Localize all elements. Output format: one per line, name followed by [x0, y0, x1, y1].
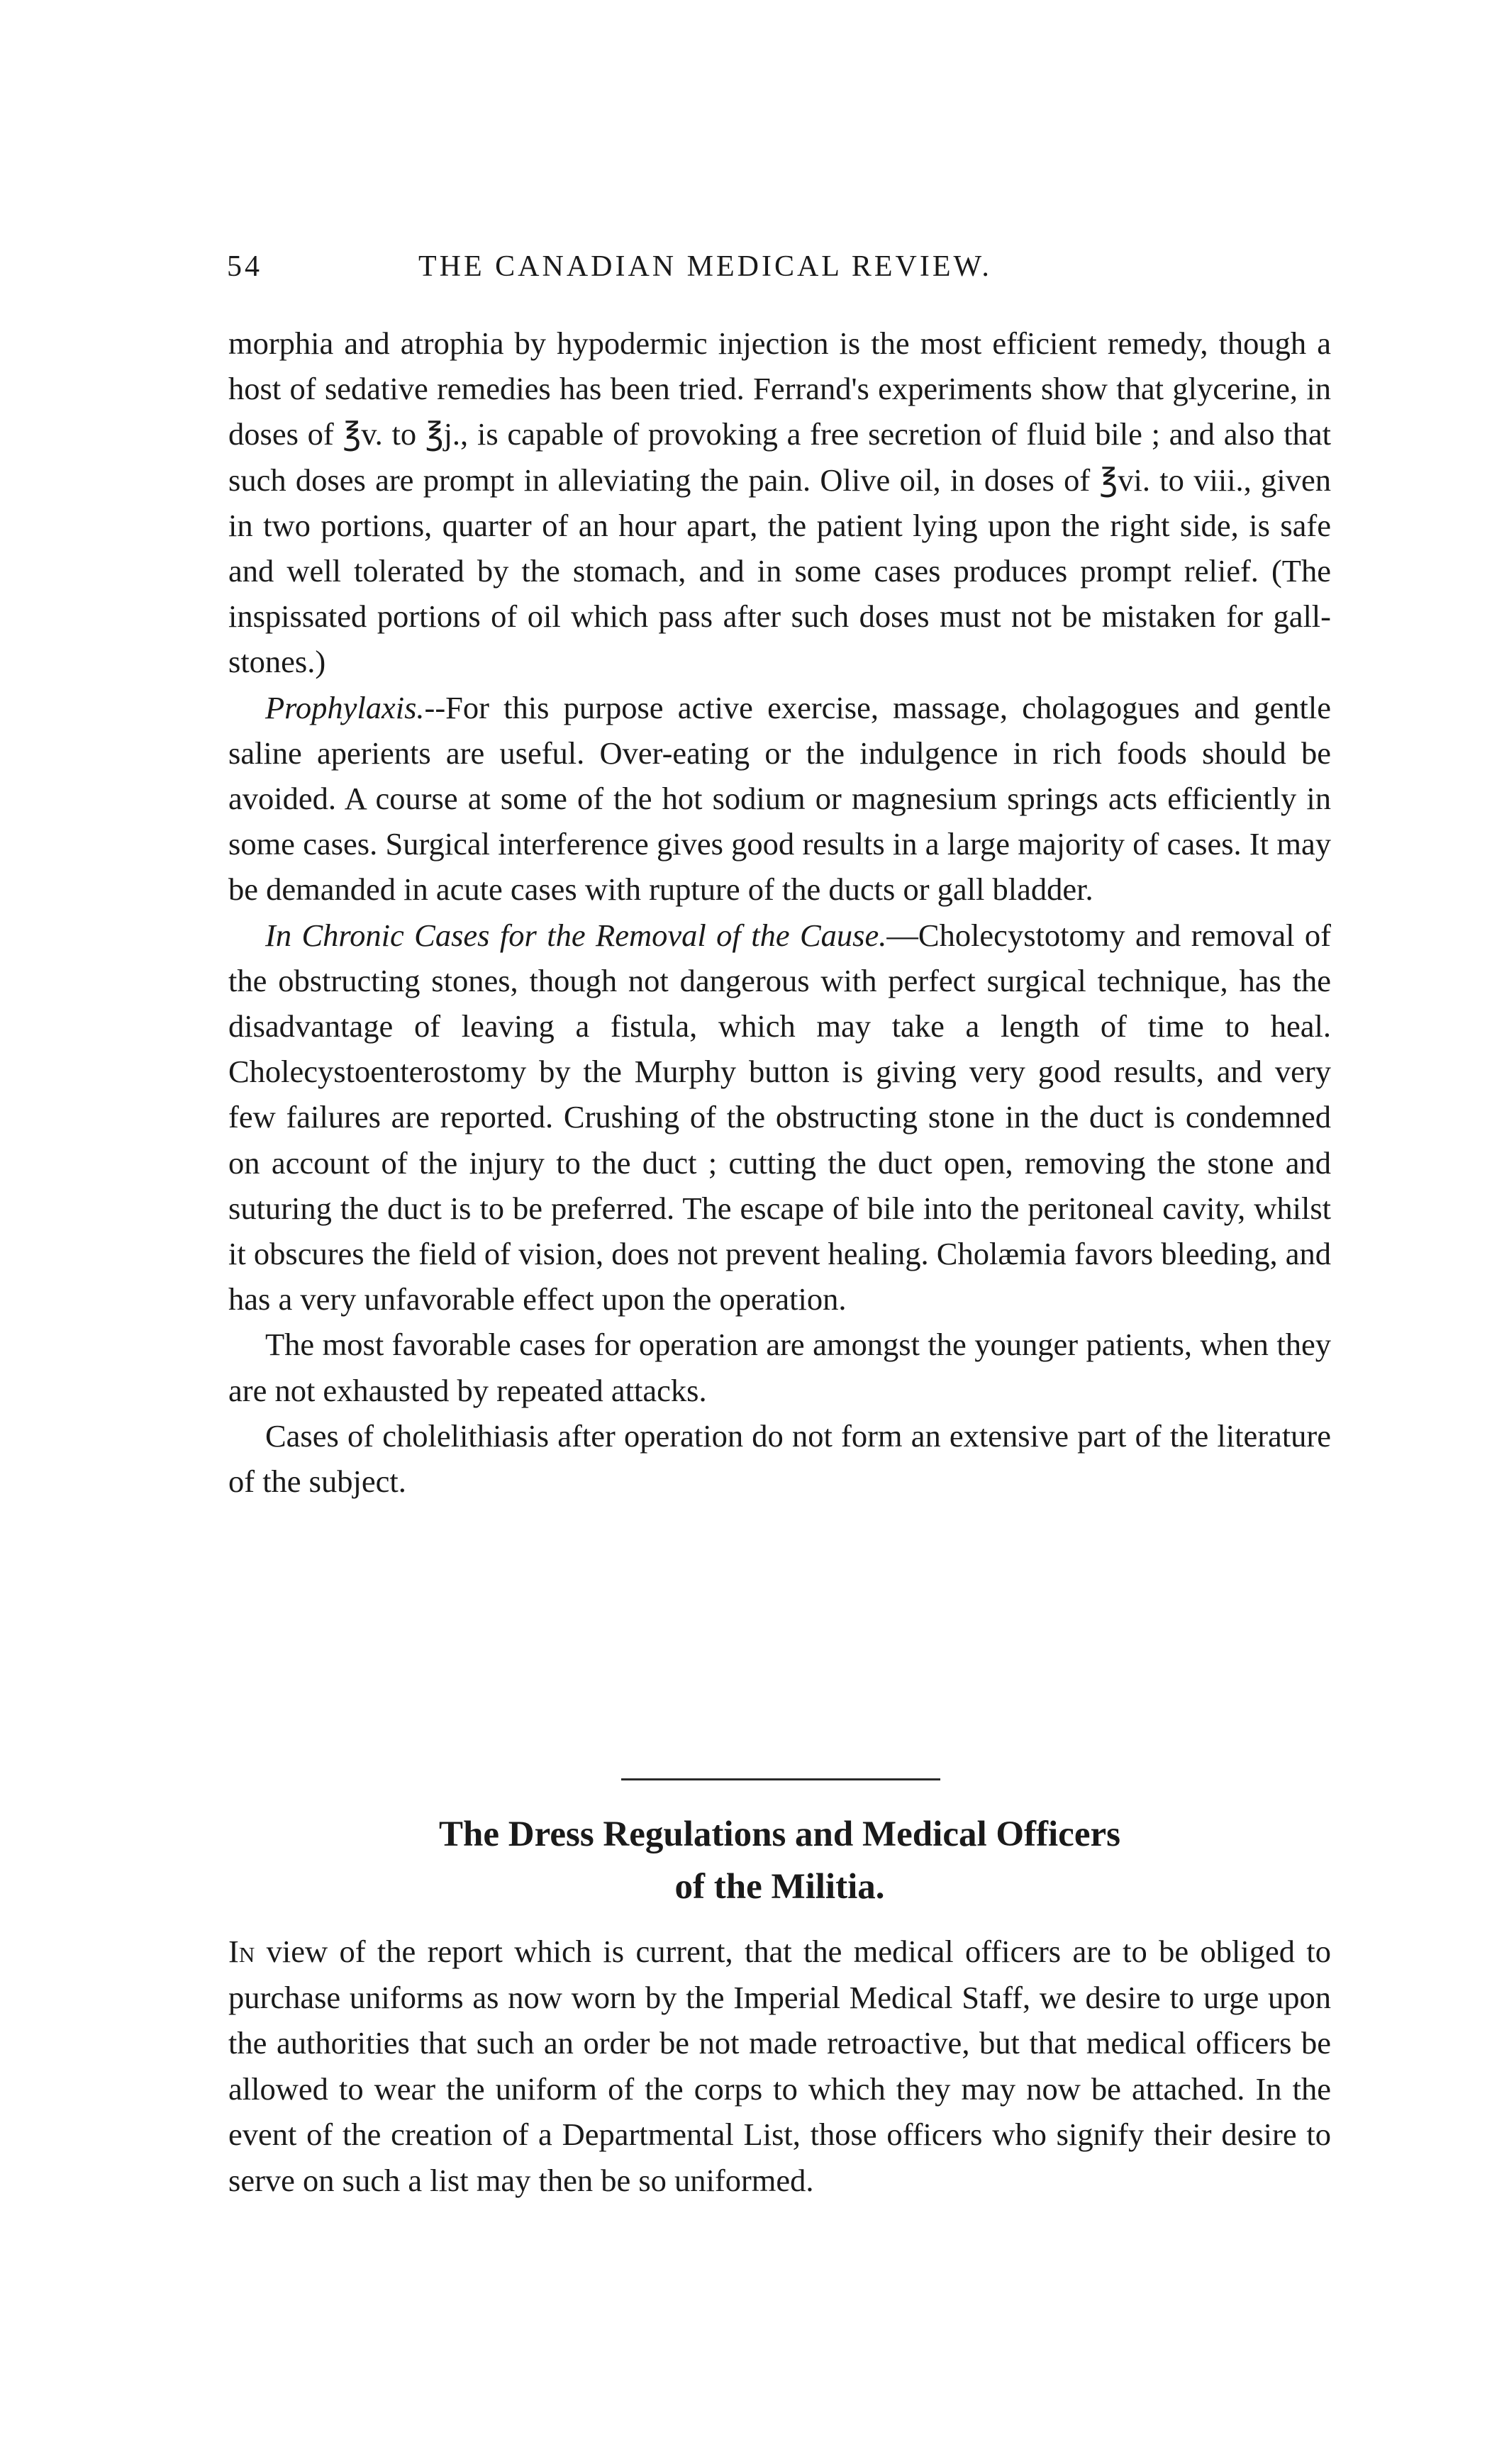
- prophylaxis-heading: Prophylaxis.: [265, 689, 425, 725]
- article-title-line-1: The Dress Regulations and Medical Officers: [439, 1814, 1120, 1854]
- prophylaxis-text: --For this purpose active exercise, massage, cholagogues and gentle saline aperients are useful. Over-eating or the indulgence in rich foods should be avoided. A course at some of the hot sodium or magnesium springs acts efficiently in some cases. Surgical interference gives good results in a large majority of cases. It may be demanded in acute cases with rupture of the ducts or gall bladder.: [228, 689, 1331, 908]
- paragraph-treatment: morphia and atrophia by hypodermic injection is the most efficient remedy, though a host of sedative remedies has been tried. Ferrand's experiments show that glycerine, in doses of ℥v. to ℥j., is capable of provoking a free secretion of fluid bile ; and also that such doses are prompt in alleviating the pain. Olive oil, in doses of ℥vi. to viii., given in two portions, quarter of an hour apart, the patient lying upon the right side, is safe and well tolerated by the stomach, and in some cases produces prompt relief. (The inspissated portions of oil which pass after such doses must not be mistaken for gall-stones.): [228, 325, 1331, 680]
- article-title-line-2: of the Militia.: [674, 1867, 885, 1907]
- page-number: 54: [227, 250, 262, 283]
- article-body-text: view of the report which is current, that the medical officers are to be obliged to purchase uniforms as now worn by the Imperial Medical Staff, we desire to urge upon the authorities that such an order be not made retroactive, but that medical officers be allowed to wear the uniform of the corps to which they may now be attached. In the event of the creation of a Departmental List, those officers who signify their desire to serve on such a list may then be so uniformed.: [228, 1934, 1331, 2198]
- article-paragraph: [228, 1929, 1331, 2203]
- paragraph-favorable-cases: The most favorable cases for operation are amongst the younger patients, when they are not exhausted by repeated attacks.: [228, 1327, 1331, 1408]
- running-title: THE CANADIAN MEDICAL REVIEW.: [418, 250, 992, 283]
- chronic-cases-text: —Cholecystotomy and removal of the obstructing stones, though not dangerous with perfect surgical technique, has the disadvantage of leaving a fistula, which may take a length of time to heal. Cholecystoenterostomy by the Murphy button is giving very good results, and very few failures are reported. Crushing of the obstructing stone in the duct is condemned on account of the injury to the duct ; cutting the duct open, removing the stone and suturing the duct is to be preferred. The escape of bile into the peritoneal cavity, whilst it obscures the field of vision, does not prevent healing. Cholæmia favors bleeding, and has a very unfavorable effect upon the operation.: [228, 917, 1332, 1317]
- previous-article-text: [228, 320, 1331, 1504]
- paragraph-prophylaxis: [228, 685, 1331, 913]
- paragraph-chronic-cases: [228, 913, 1331, 1322]
- section-divider: [621, 1778, 940, 1780]
- article-title: [228, 1808, 1331, 1913]
- article-body: [228, 1929, 1331, 2203]
- page-header: [227, 250, 1330, 295]
- article-opening-word: In: [228, 1934, 255, 1969]
- paragraph-literature: Cases of cholelithiasis after operation do not form an extensive part of the literature of the subject.: [228, 1417, 1331, 1500]
- chronic-cases-heading: In Chronic Cases for the Removal of the Cause.: [265, 917, 887, 953]
